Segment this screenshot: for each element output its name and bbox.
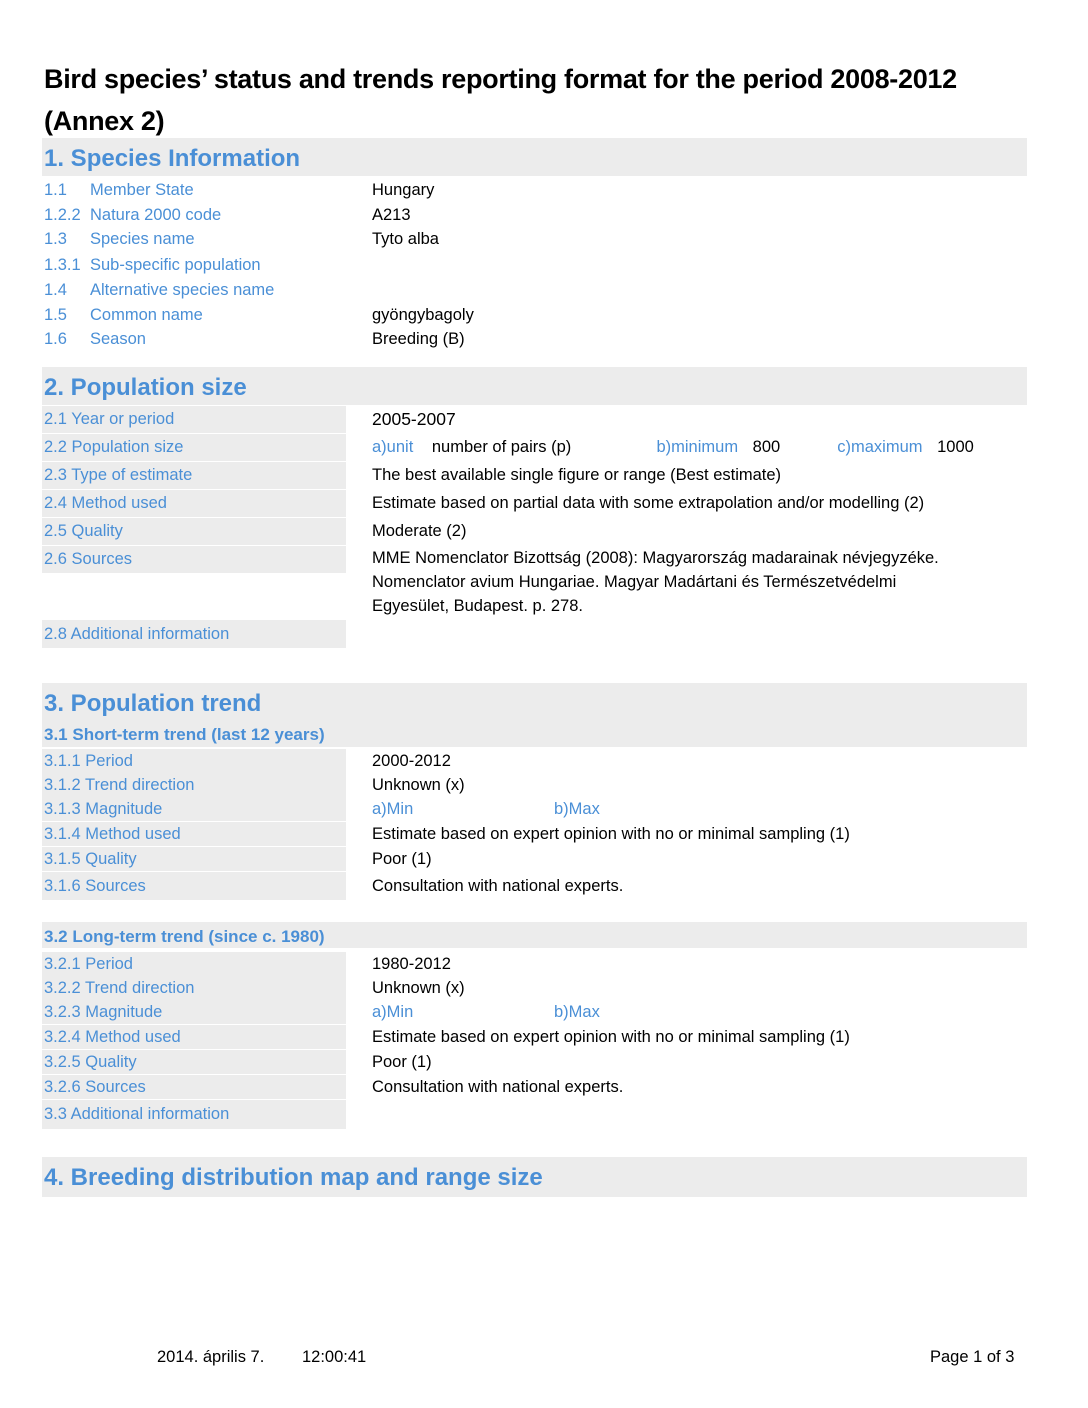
species-name-value: Tyto alba (372, 230, 439, 248)
short-trend-direction-label: 3.1.2 Trend direction (42, 773, 346, 797)
long-trend-direction-label: 3.2.2 Trend direction (42, 976, 346, 1000)
title-line-1: Bird species’ status and trends reporting format for the period 2008-2012 (44, 64, 957, 94)
member-state-value: Hungary (372, 181, 435, 199)
year-period-label: 2.1 Year or period (42, 406, 346, 433)
season-value: Breeding (B) (372, 330, 465, 348)
maximum-value: 1000 (937, 438, 974, 456)
section-4-header: 4. Breeding distribution map and range size (42, 1157, 1027, 1197)
section-1-header: 1. Species Information (42, 138, 1027, 176)
short-period-label: 3.1.1 Period (42, 749, 346, 773)
long-quality-label: 3.2.5 Quality (42, 1050, 346, 1074)
year-period-value: 2005-2007 (372, 409, 456, 429)
short-min-label: a)Min (372, 800, 414, 818)
minimum-value: 800 (752, 438, 781, 456)
sources-label: 2.6 Sources (42, 546, 346, 573)
short-method-label: 3.1.4 Method used (42, 822, 346, 846)
section-3-header: 3. Population trend (42, 683, 1027, 723)
short-magnitude-label: 3.1.3 Magnitude (42, 797, 346, 821)
short-sources-label: 3.1.6 Sources (42, 872, 346, 900)
quality-value: Moderate (2) (372, 522, 467, 540)
species-info-label: 1.3 Species name (44, 230, 195, 248)
short-trend-direction-value: Unknown (x) (372, 776, 465, 794)
footer-time: 12:00:41 (302, 1348, 367, 1366)
long-period-label: 3.2.1 Period (42, 952, 346, 976)
short-sources-value: Consultation with national experts. (372, 877, 624, 895)
common-name-value: gyöngybagoly (372, 306, 474, 324)
short-quality-value: Poor (1) (372, 850, 432, 868)
estimate-type-value: The best available single figure or range (Best estimate) (372, 466, 782, 484)
species-info-label: 1.2.2 Natura 2000 code (44, 206, 222, 224)
footer-date: 2014. április 7. (157, 1348, 265, 1366)
long-trend-direction-value: Unknown (x) (372, 979, 465, 997)
short-max-label: b)Max (554, 800, 600, 818)
estimate-type-label: 2.3 Type of estimate (42, 462, 346, 489)
long-max-label: b)Max (554, 1003, 600, 1021)
long-quality-value: Poor (1) (372, 1053, 432, 1071)
species-info-label: 1.4 Alternative species name (44, 281, 275, 299)
species-info-label: 1.6 Season (44, 330, 146, 348)
short-method-value: Estimate based on expert opinion with no or minimal sampling (1) (372, 825, 850, 843)
sources-value (372, 546, 939, 618)
title-line-2: (Annex 2) (44, 106, 165, 136)
additional-information-label: 2.8 Additional information (42, 620, 346, 648)
species-info-label: 1.1 Member State (44, 181, 194, 199)
sources-line-3: Egyesület, Budapest. p. 278. (372, 597, 583, 615)
natura-code-value: A213 (372, 206, 411, 224)
section-2-header: 2. Population size (42, 367, 1027, 405)
short-magnitude-row (372, 797, 600, 821)
long-period-value: 1980-2012 (372, 955, 451, 973)
species-info-label: 1.3.1 Sub-specific population (44, 256, 261, 274)
trend-additional-information-label: 3.3 Additional information (42, 1100, 346, 1129)
sources-line-1: MME Nomenclator Bizottság (2008): Magyarország madarainak névjegyzéke. (372, 549, 939, 567)
long-min-label: a)Min (372, 1003, 414, 1021)
short-period-value: 2000-2012 (372, 752, 451, 770)
unit-value: number of pairs (p) (431, 438, 572, 456)
population-size-label: 2.2 Population size (42, 434, 346, 461)
method-used-label: 2.4 Method used (42, 490, 346, 517)
minimum-label: b)minimum (656, 438, 739, 456)
species-info-label: 1.5 Common name (44, 306, 203, 324)
document-title (44, 58, 1044, 142)
long-magnitude-label: 3.2.3 Magnitude (42, 1000, 346, 1024)
population-size-row (372, 434, 974, 461)
long-method-value: Estimate based on expert opinion with no or minimal sampling (1) (372, 1028, 850, 1046)
long-term-trend-header: 3.2 Long-term trend (since c. 1980) (42, 922, 1027, 948)
long-magnitude-row (372, 1000, 600, 1024)
maximum-label: c)maximum (837, 438, 923, 456)
long-method-label: 3.2.4 Method used (42, 1025, 346, 1049)
page-number: Page 1 of 3 (930, 1348, 1015, 1366)
short-quality-label: 3.1.5 Quality (42, 847, 346, 871)
sources-line-2: Nomenclator avium Hungariae. Magyar Madártani és Természetvédelmi (372, 573, 897, 591)
method-used-value: Estimate based on partial data with some extrapolation and/or modelling (2) (372, 494, 925, 512)
long-sources-value: Consultation with national experts. (372, 1078, 624, 1096)
short-term-trend-header: 3.1 Short-term trend (last 12 years) (42, 723, 1027, 747)
quality-label: 2.5 Quality (42, 518, 346, 545)
long-sources-label: 3.2.6 Sources (42, 1075, 346, 1099)
unit-label: a)unit (372, 438, 414, 456)
